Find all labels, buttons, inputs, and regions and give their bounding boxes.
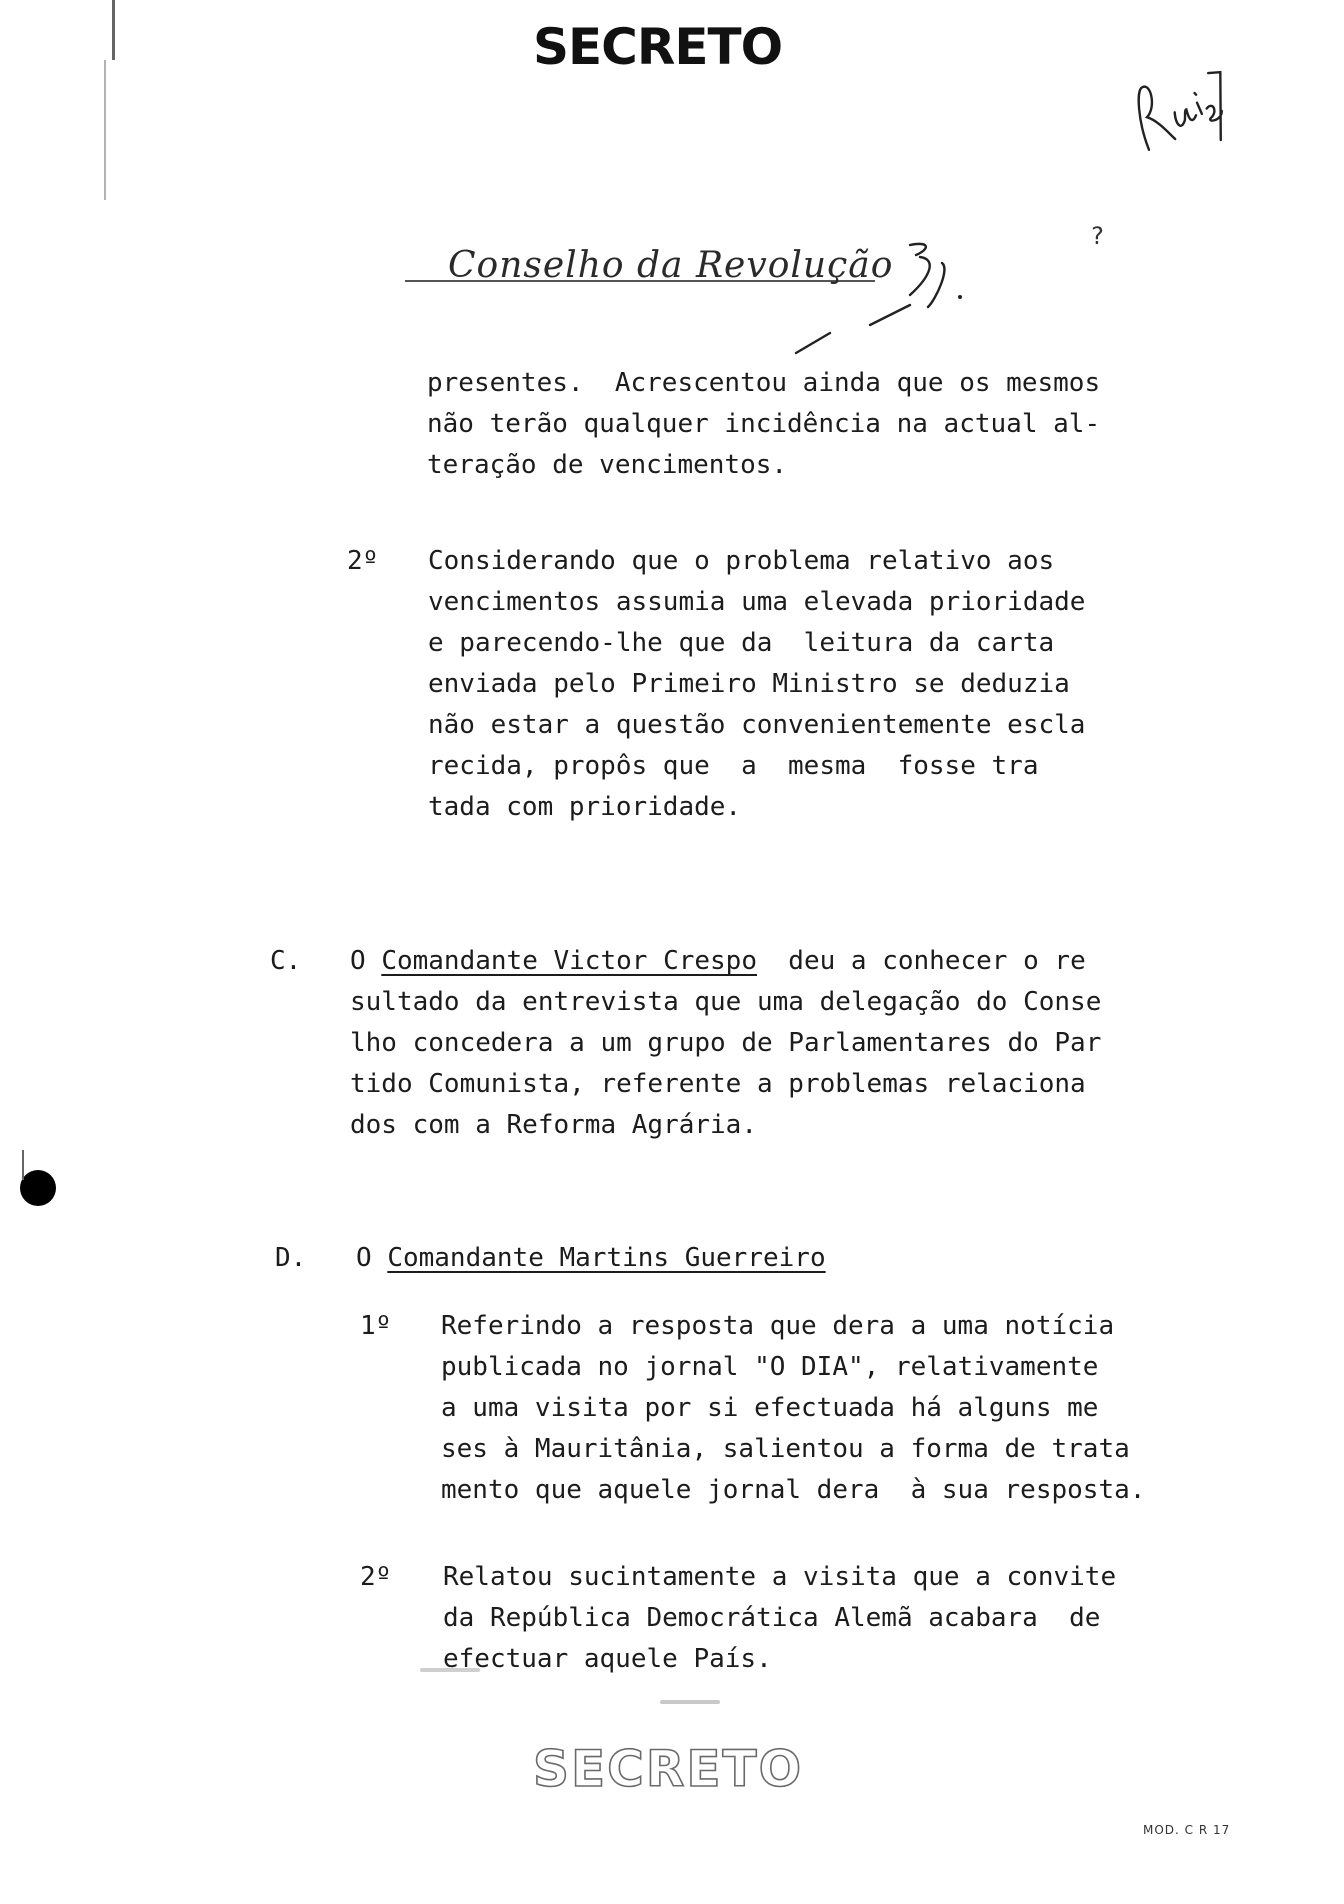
letterhead-title: Conselho da Revolução [448, 245, 894, 286]
form-code: MOD. C R 17 [1143, 1823, 1231, 1837]
section-d-item-2-line: da República Democrática Alemã acabara de [443, 1603, 1101, 1633]
secret-stamp-bottom: SECRETO [533, 1740, 804, 1798]
item-2-line: vencimentos assumia uma elevada prioridade [428, 587, 1086, 617]
secret-stamp-top: SECRETO [533, 18, 783, 76]
section-c-line: dos com a Reforma Agrária. [350, 1110, 757, 1140]
section-d-item-1-line: Referindo a resposta que dera a uma notícia [441, 1311, 1115, 1341]
section-d-item-1-line: a uma visita por si efectuada há alguns me [441, 1393, 1099, 1423]
item-2-line: tada com prioridade. [428, 792, 742, 822]
edge-scan-mark [112, 0, 115, 60]
intro-line: teração de vencimentos. [427, 450, 788, 480]
page-number: ? [1090, 222, 1105, 250]
section-c-lead: O [350, 946, 382, 976]
item-2-line: enviada pelo Primeiro Ministro se deduzia [428, 669, 1070, 699]
item-2-line: recida, propôs que a mesma fosse tra [428, 751, 1039, 781]
item-2-line: não estar a questão convenientemente escla [428, 710, 1086, 740]
section-c-line: sultado da entrevista que uma delegação do Conse [350, 987, 1102, 1017]
section-marker: D. [275, 1243, 307, 1273]
handwritten-scribble [760, 235, 980, 365]
item-marker: 2º [347, 546, 379, 576]
section-c-line: lho concedera a um grupo de Parlamentares do Par [350, 1028, 1102, 1058]
section-d-item-1-line: ses à Mauritânia, salientou a forma de trata [441, 1434, 1130, 1464]
section-c-line [350, 948, 1086, 974]
intro-line: presentes. Acrescentou ainda que os mesmos [427, 368, 1101, 398]
punch-hole-mark [20, 1170, 56, 1206]
item-2-line: Considerando que o problema relativo aos [428, 546, 1055, 576]
edge-scan-mark [104, 60, 106, 200]
scan-speck [420, 1668, 480, 1672]
intro-line: não terão qualquer incidência na actual al- [427, 409, 1101, 439]
section-d-lead: O [356, 1243, 388, 1273]
item-marker: 2º [360, 1562, 392, 1592]
item-2-line: e parecendo-lhe que da leitura da carta [428, 628, 1055, 658]
section-d-name: Comandante Martins Guerreiro [387, 1243, 826, 1273]
section-marker: C. [270, 946, 302, 976]
section-d-item-1-line: mento que aquele jornal dera à sua resposta. [441, 1475, 1146, 1505]
section-c-line1-rest: deu a conhecer o re [757, 946, 1086, 976]
section-c-name: Comandante Victor Crespo [381, 946, 757, 976]
section-d-item-1-line: publicada no jornal "O DIA", relativamente [441, 1352, 1099, 1382]
edge-scan-mark [22, 1150, 24, 1180]
section-c-line: tido Comunista, referente a problemas relaciona [350, 1069, 1086, 1099]
section-d-item-2-line: Relatou sucintamente a visita que a convite [443, 1562, 1117, 1592]
item-marker: 1º [360, 1311, 392, 1341]
scan-speck [660, 1700, 720, 1704]
section-d-item-2-line: efectuar aquele País. [443, 1644, 772, 1674]
section-d-heading [356, 1245, 826, 1271]
handwritten-initials [1120, 58, 1249, 175]
